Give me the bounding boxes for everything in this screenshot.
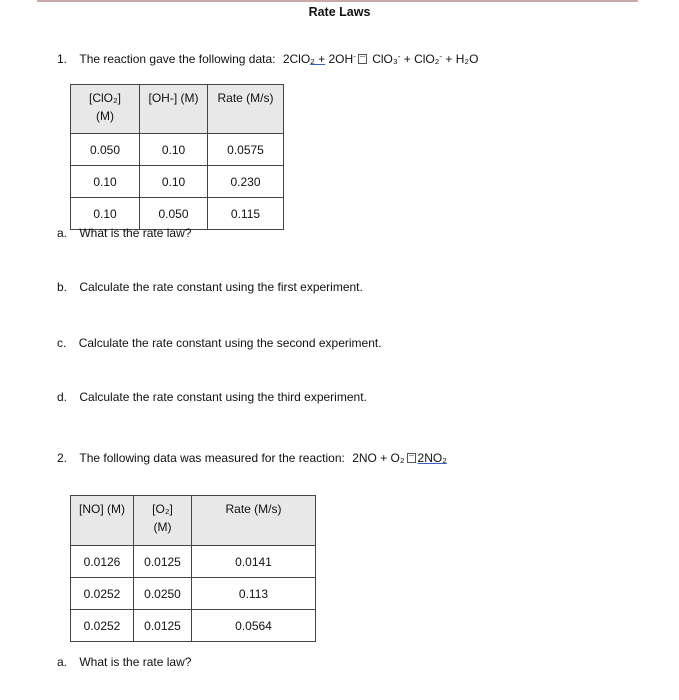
table-row — [71, 578, 316, 610]
part-text: What is the rate law? — [79, 655, 192, 669]
question-1 — [57, 52, 478, 66]
table-cell: 0.050 — [140, 198, 208, 230]
question-1-part-c — [57, 336, 382, 350]
question-2-text: The following data was measured for the reaction: — [79, 451, 345, 465]
question-1-part-d — [57, 390, 367, 404]
table-cell: 0.230 — [208, 166, 284, 198]
question-1-part-b — [57, 280, 363, 294]
table-cell: 0.0252 — [71, 578, 134, 610]
table-2 — [70, 495, 316, 642]
table-2-header-no: [NO] (M) — [71, 496, 134, 546]
question-1-number: 1. — [57, 52, 68, 66]
page-title: Rate Laws — [308, 5, 371, 19]
table-row — [71, 610, 316, 642]
part-text: Calculate the rate constant using the second experiment. — [78, 336, 382, 350]
table-row — [71, 198, 284, 230]
question-2-number: 2. — [57, 451, 68, 465]
question-1-equation: 2ClO₂ + 2OH- ClO₃- + ClO₂- + H₂O — [282, 52, 479, 66]
table-cell: 0.0252 — [71, 610, 134, 642]
table-1-header-oh: [OH-] (M) — [140, 85, 208, 134]
top-rule — [37, 0, 638, 2]
table-row — [71, 134, 284, 166]
table-cell: 0.113 — [192, 578, 316, 610]
part-label: a. — [57, 226, 68, 240]
table-2-header-rate: Rate (M/s) — [192, 496, 316, 546]
table-cell: 0.115 — [208, 198, 284, 230]
part-text: Calculate the rate constant using the third experiment. — [79, 390, 367, 404]
table-cell: 0.0125 — [134, 610, 192, 642]
part-text: What is the rate law? — [79, 226, 192, 240]
table-cell: 0.0250 — [134, 578, 192, 610]
question-2-part-a — [57, 655, 191, 669]
table-2-header-o2: [O₂] (M) — [134, 496, 192, 546]
table-cell: 0.050 — [71, 134, 140, 166]
table-1-header-clo2: [ClO₂] (M) — [71, 85, 140, 134]
table-row — [71, 546, 316, 578]
table-1 — [70, 84, 284, 230]
question-2-equation: 2NO + O₂ 2NO₂ — [352, 451, 447, 465]
part-label: c. — [57, 336, 67, 350]
question-2 — [57, 451, 447, 465]
table-cell: 0.0125 — [134, 546, 192, 578]
table-cell: 0.0126 — [71, 546, 134, 578]
table-cell: 0.0141 — [192, 546, 316, 578]
part-label: b. — [57, 280, 68, 294]
table-cell: 0.10 — [71, 198, 140, 230]
table-cell: 0.10 — [140, 166, 208, 198]
part-text: Calculate the rate constant using the first experiment. — [79, 280, 363, 294]
table-cell: 0.10 — [71, 166, 140, 198]
table-cell: 0.0575 — [208, 134, 284, 166]
table-1-header-rate: Rate (M/s) — [208, 85, 284, 134]
table-cell: 0.10 — [140, 134, 208, 166]
question-1-part-a — [57, 226, 191, 240]
part-label: d. — [57, 390, 68, 404]
question-1-text: The reaction gave the following data: — [79, 52, 276, 66]
part-label: a. — [57, 655, 68, 669]
table-cell: 0.0564 — [192, 610, 316, 642]
table-row — [71, 166, 284, 198]
